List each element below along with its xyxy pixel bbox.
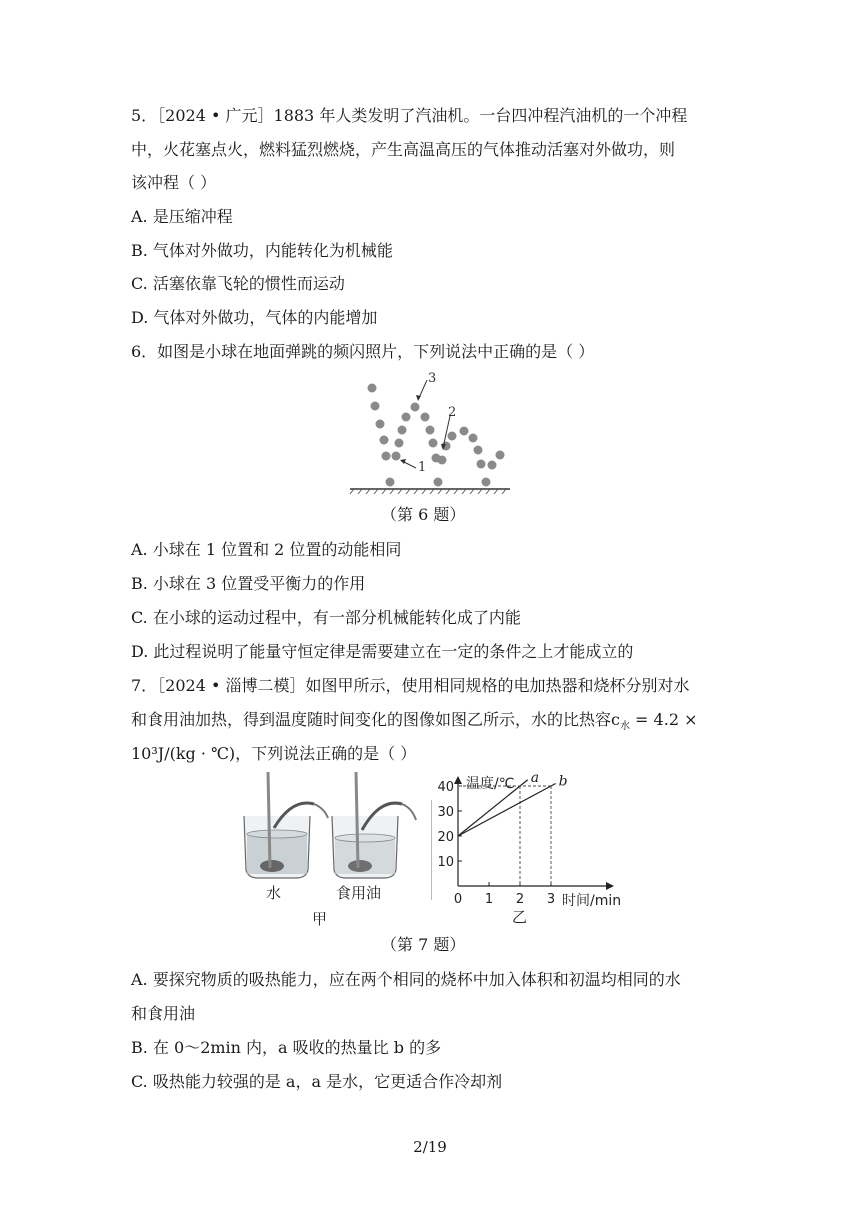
figure-divider: [431, 800, 432, 900]
q5-stem-line1: 5．［2024 • 广元］1883 年人类发明了汽油机。一台四冲程汽油机的一个冲程: [131, 106, 688, 125]
q7-stem-line3: 10³J/(kg · ℃)，下列说法正确的是（ ）: [131, 744, 417, 763]
y-axis-label: 温度/℃: [466, 776, 515, 792]
q7-caption: （第 7 题）: [381, 935, 466, 954]
q6-option-d: D. 此过程说明了能量守恒定律是需要建立在一定的条件之上才能成立的: [131, 642, 634, 661]
q6-stem: 6．如图是小球在地面弹跳的频闪照片，下列说法中正确的是（ ）: [131, 342, 595, 361]
beaker-water: [244, 772, 328, 878]
figure-label-jia: 甲: [312, 910, 328, 928]
beaker-figure: [232, 768, 432, 928]
x-tick-label: 3: [546, 892, 556, 907]
q7-option-c: C. 吸热能力较强的是 a，a 是水，它更适合作冷却剂: [131, 1072, 503, 1091]
y-tick-label: 20: [437, 830, 454, 845]
q6-caption: （第 6 题）: [381, 505, 466, 524]
beaker-oil: [332, 772, 416, 878]
label-2: 2: [448, 405, 457, 420]
series-label-a: a: [530, 769, 540, 786]
temperature-time-graph: [436, 768, 636, 928]
y-tick-label: 30: [437, 805, 454, 820]
q6-option-b: B. 小球在 3 位置受平衡力的作用: [131, 574, 366, 593]
beaker-label-oil: 食用油: [336, 884, 382, 902]
q6-option-c: C. 在小球的运动过程中，有一部分机械能转化成了内能: [131, 608, 521, 627]
q6-option-a: A. 小球在 1 位置和 2 位置的动能相同: [131, 540, 402, 559]
q7-option-a-line2: 和食用油: [131, 1004, 196, 1023]
label-3: 3: [428, 372, 437, 386]
q7-option-a-line1: A. 要探究物质的吸热能力，应在两个相同的烧杯中加入体积和初温均相同的水: [131, 970, 681, 989]
page-number: 2/19: [413, 1138, 447, 1156]
x-tick-label: 0: [453, 892, 463, 907]
x-tick-label: 2: [515, 892, 525, 907]
q5-option-d: D. 气体对外做功，气体的内能增加: [131, 308, 378, 327]
beaker-label-water: 水: [266, 884, 282, 902]
q7-option-b: B. 在 0～2min 内，a 吸收的热量比 b 的多: [131, 1038, 442, 1057]
q7-stem-line1: 7．［2024 • 淄博二模］如图甲所示，使用相同规格的电加热器和烧杯分别对水: [131, 676, 690, 695]
q5-option-a: A. 是压缩冲程: [131, 207, 233, 226]
series-label-b: b: [558, 773, 568, 790]
label-1: 1: [418, 460, 427, 475]
q5-stem-line3: 该冲程（ ）: [131, 173, 217, 192]
bouncing-ball-figure: [340, 372, 520, 496]
figure-label-yi: 乙: [512, 908, 528, 926]
y-tick-label: 10: [437, 855, 454, 870]
x-axis-label: 时间/min: [562, 893, 622, 909]
y-tick-label: 40: [437, 780, 454, 795]
q5-option-b: B. 气体对外做功，内能转化为机械能: [131, 241, 393, 260]
q5-stem-line2: 中，火花塞点火，燃料猛烈燃烧，产生高温高压的气体推动活塞对外做功，则: [131, 140, 676, 159]
q7-stem-line2: 和食用油加热，得到温度随时间变化的图像如图乙所示，水的比热容$c_水 = 4.2$ ×: [131, 710, 698, 733]
x-tick-label: 1: [484, 892, 494, 907]
q5-option-c: C. 活塞依靠飞轮的惯性而运动: [131, 274, 345, 293]
